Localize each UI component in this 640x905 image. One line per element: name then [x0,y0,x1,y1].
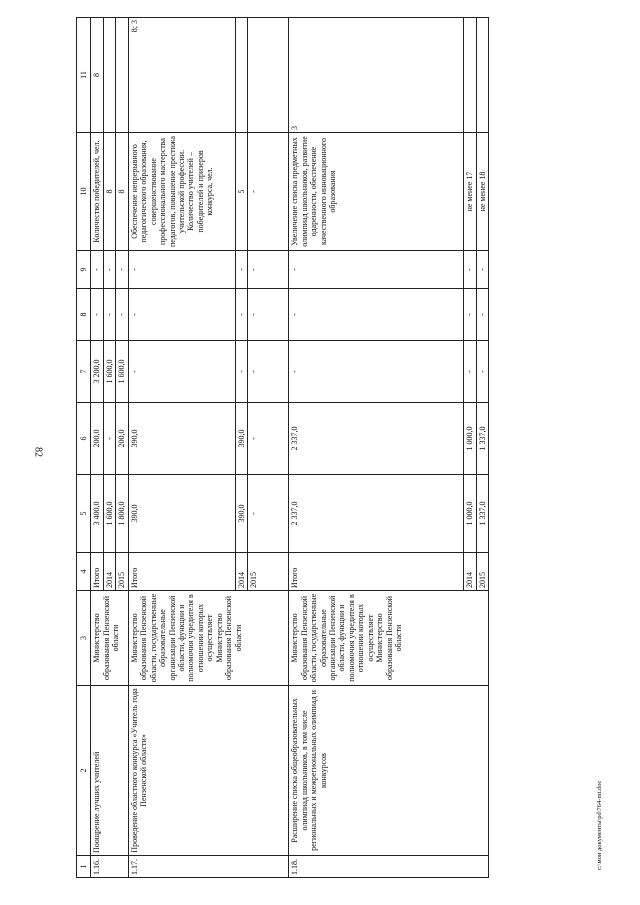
value-cell: - [476,251,488,289]
value-cell: 1 000,0 [464,475,476,553]
value-cell: - [289,289,464,341]
value-cell: 1 600,0 [103,475,115,553]
year-cell: 2015 [248,553,289,591]
indicator-cell: не менее 17 [464,133,476,251]
program-table [76,17,489,878]
indicator-value-cell [103,18,115,133]
indicator-value-cell [235,18,247,133]
value-cell: - [476,341,488,403]
value-cell: - [248,341,289,403]
table-row [128,18,235,878]
value-cell: - [248,251,289,289]
value-cell: - [235,289,247,341]
col-number: 11 [77,18,91,133]
year-cell: 2014 [235,553,247,591]
col-number: 1 [77,856,91,878]
value-cell: - [128,289,235,341]
value-cell: - [464,341,476,403]
value-cell: - [464,289,476,341]
value-cell: 200,0 [116,403,128,475]
item-number: 1.16. [91,856,128,878]
value-cell: 2 337,0 [289,403,464,475]
column-number-row [77,18,91,878]
item-number: 1.18. [289,856,489,878]
value-cell: 390,0 [128,403,235,475]
indicator-cell: 5 [235,133,247,251]
value-cell: - [289,251,464,289]
value-cell: 3 400,0 [91,475,103,553]
value-cell: 1 800,0 [116,475,128,553]
col-number: 9 [77,251,91,289]
value-cell: 3 200,0 [91,341,103,403]
value-cell: 390,0 [128,475,235,553]
value-cell: - [103,251,115,289]
indicator-value-cell [464,18,476,133]
value-cell: - [235,341,247,403]
indicator-value-cell [476,18,488,133]
value-cell: 2 337,0 [289,475,464,553]
value-cell: - [128,251,235,289]
value-cell: - [248,289,289,341]
indicator-cell: Обеспечение непрерывного педагогического образования, совершенствование профессионального мастерства педагогов, повышение престижа учительской профессии. Количество учителей – победителей и призеров конкурса, чел. [128,133,235,251]
year-cell: 2014 [464,553,476,591]
item-executor: Министерство образования Пензенской области, государственные образовательные организации Пензенской области, функции и полномочия учредителя в отношении которых осуществляет Министерство образования Пензенской области [128,591,288,686]
table-row [289,18,464,878]
page-number: 82 [32,447,44,457]
value-cell: - [91,251,103,289]
value-cell: - [116,289,128,341]
col-number: 7 [77,341,91,403]
indicator-cell: - [248,133,289,251]
year-cell: Итого [91,553,103,591]
indicator-value-cell: 3 [289,18,464,133]
col-number: 3 [77,591,91,686]
indicator-cell: 8 [116,133,128,251]
file-path-footer: c:\мои документы\pd\764-mt.doc [596,780,603,870]
value-cell: - [103,289,115,341]
value-cell: - [248,403,289,475]
col-number: 2 [77,686,91,856]
col-number: 6 [77,403,91,475]
value-cell: 1 600,0 [116,341,128,403]
indicator-value-cell [248,18,289,133]
value-cell: - [248,475,289,553]
indicator-value-cell [116,18,128,133]
col-number: 10 [77,133,91,251]
value-cell: - [464,251,476,289]
value-cell: - [103,403,115,475]
value-cell: - [128,341,235,403]
item-executor: Министерство образования Пензенской области, государственные образовательные организации Пензенской области, функции и полномочия учредителя в отношении которых осуществляет Министерство образования Пензенской области [289,591,489,686]
year-cell: 2014 [103,553,115,591]
year-cell: Итого [289,553,464,591]
item-number: 1.17. [128,856,288,878]
value-cell: 1 000,0 [464,403,476,475]
value-cell: 200,0 [91,403,103,475]
rotated-table-container [76,18,588,878]
indicator-cell: 8 [103,133,115,251]
value-cell: 1 337,0 [476,403,488,475]
indicator-cell: Увеличение списка предметных олимпиад школьников, развитие одаренности, обеспечение качественного инновационного образования [289,133,464,251]
item-name: Проведение областного конкурса «Учитель года Пензенской области» [128,686,288,856]
value-cell: 390,0 [235,475,247,553]
value-cell: - [91,289,103,341]
indicator-value-cell: 8; 3 [128,18,235,133]
value-cell: - [116,251,128,289]
col-number: 5 [77,475,91,553]
col-number: 8 [77,289,91,341]
indicator-value-cell: 8 [91,18,103,133]
item-name: Поощрение лучших учителей [91,686,128,856]
table-row [91,18,103,878]
item-executor: Министерство образования Пензенской области [91,591,128,686]
year-cell: 2015 [476,553,488,591]
indicator-cell: не менее 18 [476,133,488,251]
indicator-cell: Количество победителей, чел. [91,133,103,251]
value-cell: - [235,251,247,289]
value-cell: - [289,341,464,403]
year-cell: 2015 [116,553,128,591]
value-cell: 390,0 [235,403,247,475]
value-cell: - [476,289,488,341]
year-cell: Итого [128,553,235,591]
col-number: 4 [77,553,91,591]
value-cell: 1 337,0 [476,475,488,553]
value-cell: 1 600,0 [103,341,115,403]
item-name: Расширение списка общеобразовательных олимпиад школьников, в том числе региональных и межрегиональных олимпиад и конкурсов [289,686,489,856]
